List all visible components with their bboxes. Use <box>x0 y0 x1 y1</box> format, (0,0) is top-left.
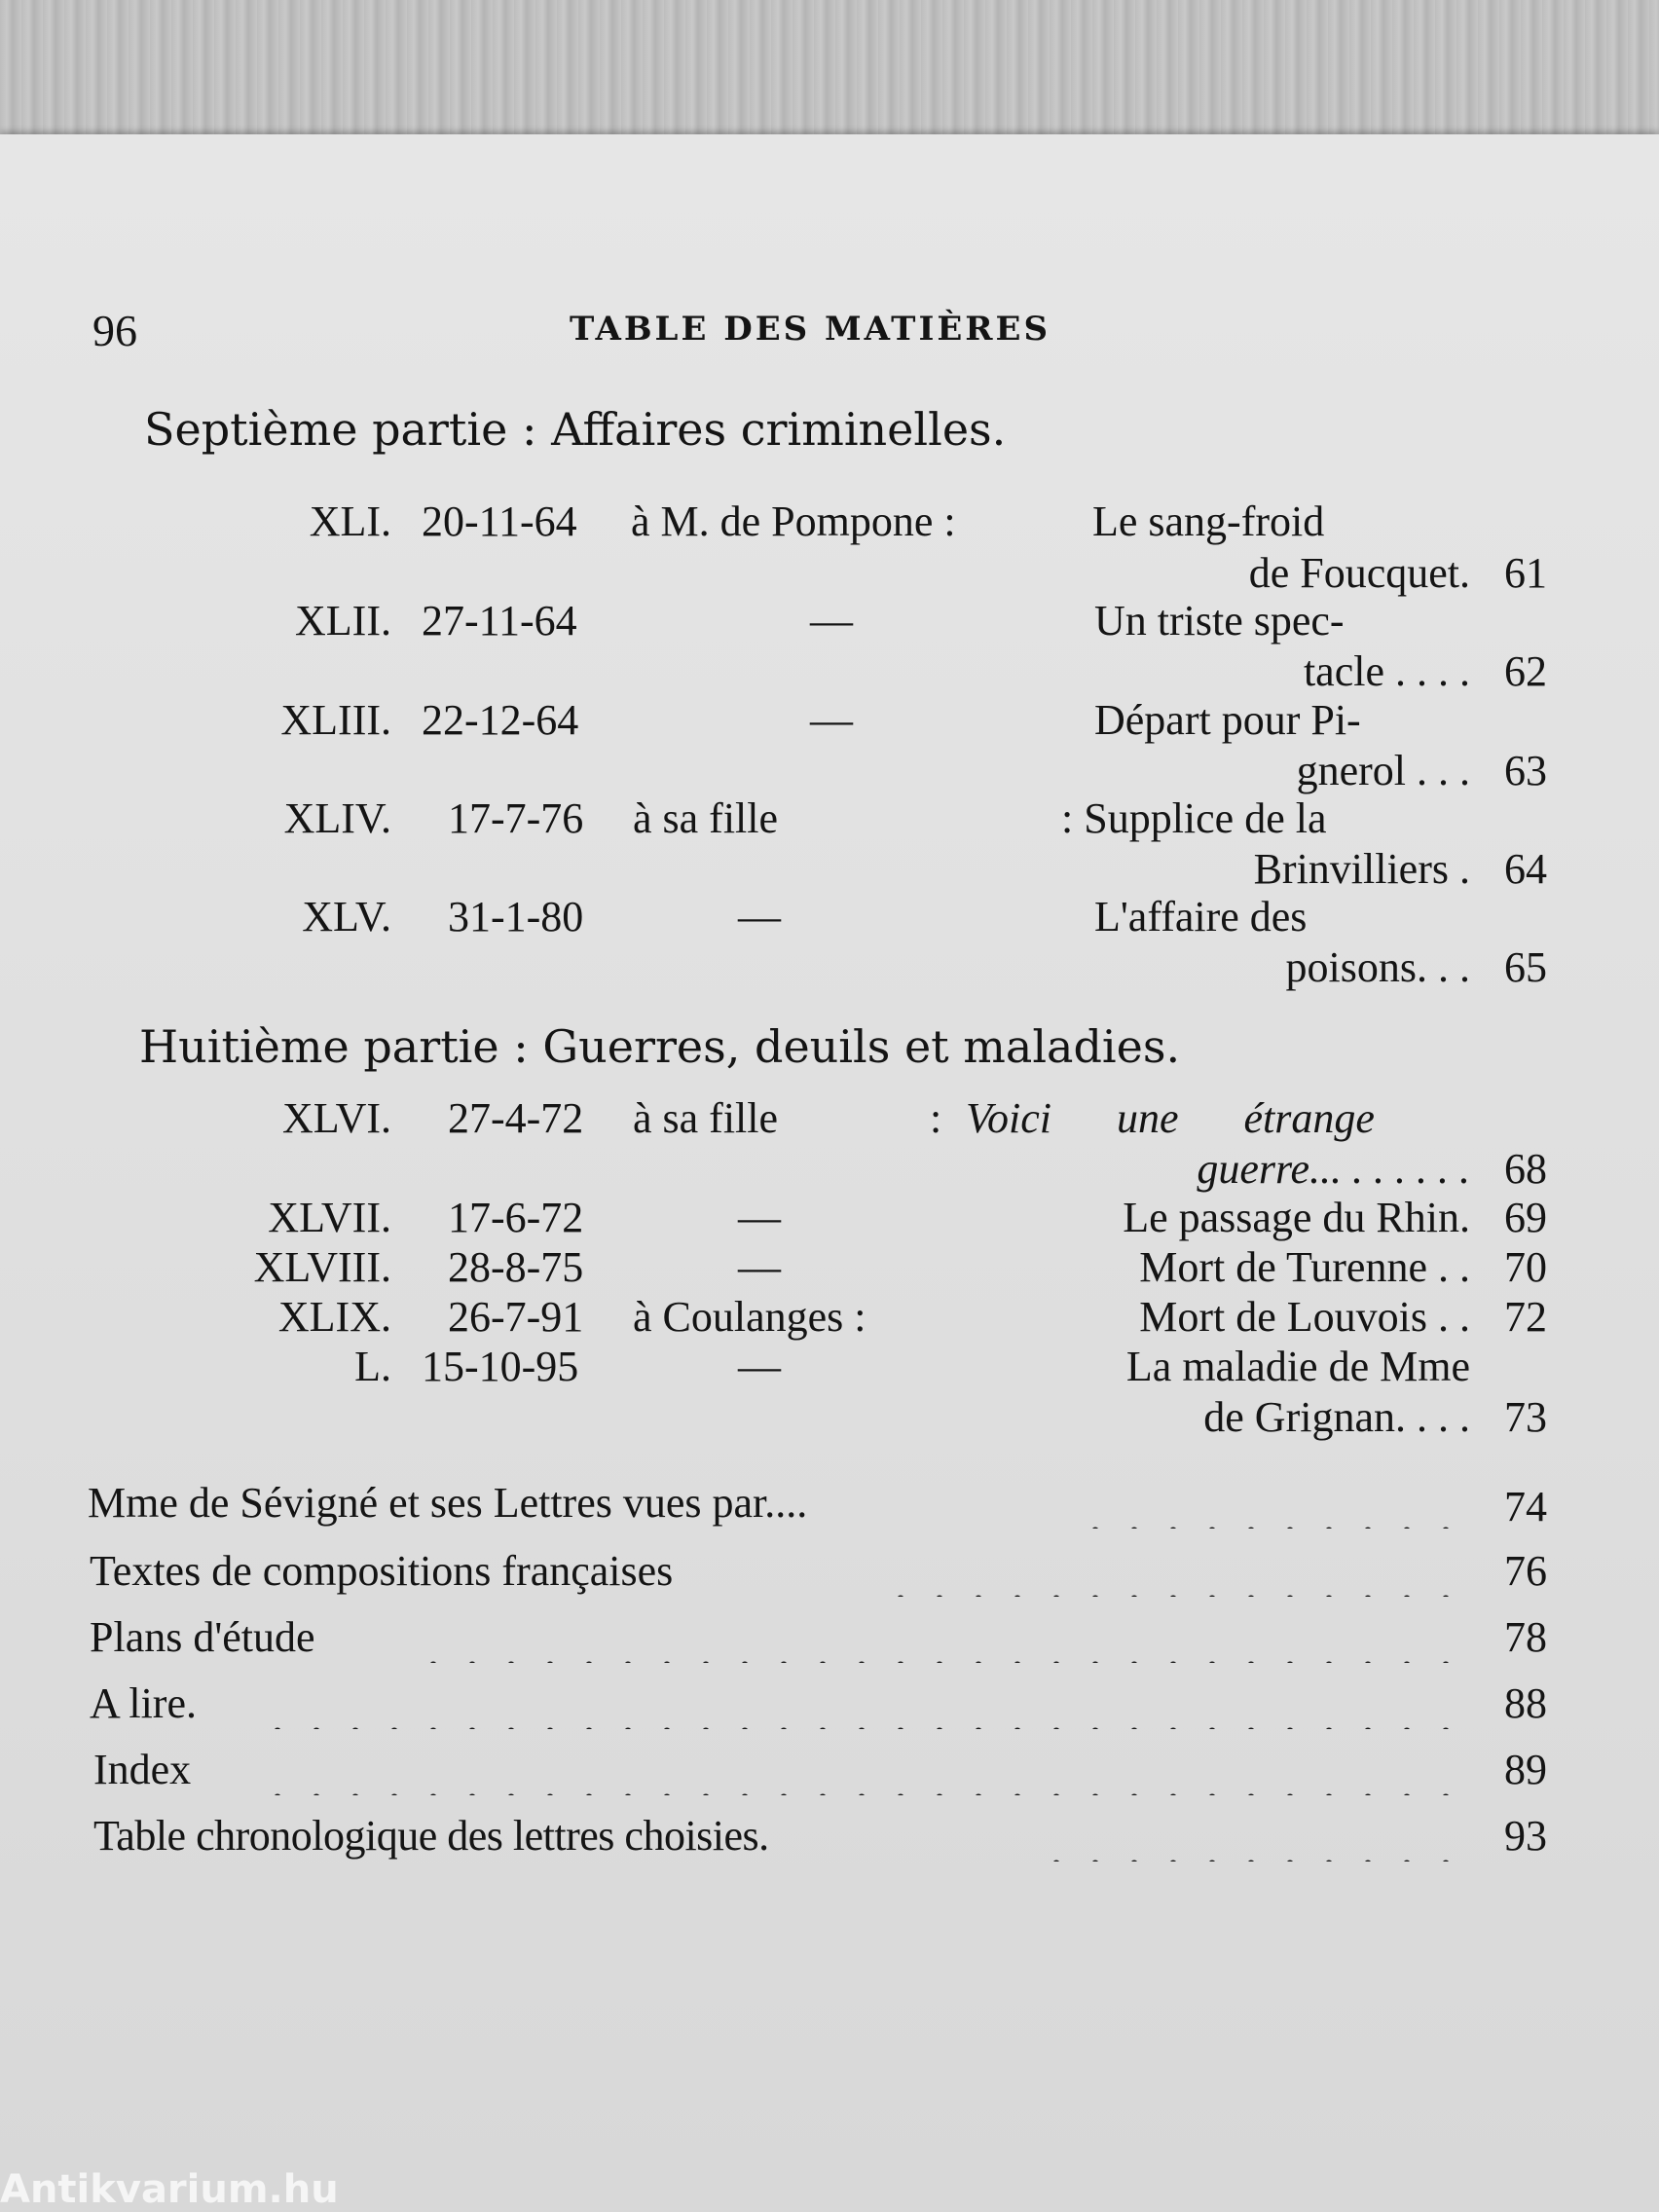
watermark: Antikvarium.hu <box>0 2167 339 2212</box>
dot-leader <box>263 1678 1465 1729</box>
entry-title-line2: gnerol . . . <box>1296 747 1470 794</box>
page-title: TABLE DES MATIÈRES <box>570 310 1051 349</box>
entry-page: 64 <box>1504 845 1547 893</box>
background-strip <box>0 0 1659 146</box>
entry-title-line1: Mort de Turenne . . <box>1139 1243 1470 1291</box>
dot-leader <box>1042 1811 1465 1862</box>
entry-date: 28-8-75 <box>448 1243 584 1291</box>
entry-roman: XLIII. <box>280 696 391 744</box>
ditto-dash: — <box>738 893 781 940</box>
ditto-dash: — <box>810 696 853 744</box>
entry-title-line1: La maladie de Mme <box>1125 1343 1470 1390</box>
entry-roman: XLII. <box>295 597 391 645</box>
entry-date: 22-12-64 <box>422 696 579 744</box>
contents-label: Index <box>93 1746 192 1793</box>
entry-title-line1: L'affaire des <box>1094 893 1308 940</box>
contents-page: 78 <box>1504 1613 1547 1661</box>
ditto-dash: — <box>738 1343 781 1390</box>
entry-page: 65 <box>1504 943 1547 991</box>
entry-date: 26-7-91 <box>448 1293 584 1341</box>
contents-label: A lire. <box>90 1679 197 1727</box>
entry-roman: XLV. <box>302 893 391 940</box>
entry-title-line2: poisons. . . <box>1285 943 1470 991</box>
contents-label: Mme de Sévigné et ses Lettres vues par.... <box>88 1479 808 1527</box>
contents-page: 74 <box>1504 1483 1547 1530</box>
entry-recipient: à Coulanges : <box>633 1293 866 1341</box>
contents-page: 88 <box>1504 1679 1547 1727</box>
dot-leader <box>886 1546 1465 1597</box>
entry-title-line1: Départ pour Pi- <box>1094 696 1361 744</box>
entry-page: 62 <box>1504 647 1547 695</box>
ditto-dash: — <box>738 1243 781 1291</box>
entry-recipient: à sa fille <box>633 1094 779 1142</box>
entry-title-line1: Le sang-froid <box>1092 498 1325 545</box>
entry-title-line1: Un triste spec- <box>1094 597 1345 645</box>
entry-date: 15-10-95 <box>422 1343 579 1390</box>
entry-date: 17-7-76 <box>448 794 584 842</box>
entry-page: 68 <box>1504 1145 1547 1193</box>
entry-roman: XLIX. <box>277 1293 391 1341</box>
entry-roman: XLI. <box>309 498 391 545</box>
entry-title-line2: tacle . . . . <box>1303 647 1470 695</box>
contents-label: Table chronologique des lettres choisies. <box>93 1812 769 1860</box>
dot-leader <box>428 1612 1465 1663</box>
entry-recipient: à M. de Pompone : <box>631 498 956 545</box>
entry-roman: XLVII. <box>268 1194 391 1241</box>
entry-colon: : <box>930 1094 942 1142</box>
ditto-dash: — <box>810 597 853 645</box>
entry-roman: XLIV. <box>283 794 391 842</box>
contents-page: 76 <box>1504 1547 1547 1595</box>
entry-recipient: à sa fille <box>633 794 779 842</box>
entry-title-line1: Mort de Louvois . . <box>1139 1293 1470 1341</box>
entry-title-line1: : Supplice de la <box>1061 794 1327 842</box>
entry-date: 17-6-72 <box>448 1194 584 1241</box>
contents-page: 89 <box>1504 1746 1547 1793</box>
page-number: 96 <box>92 306 137 355</box>
entry-page: 73 <box>1504 1393 1547 1441</box>
book-page <box>0 134 1659 2212</box>
entry-title-line2: de Foucquet. <box>1248 549 1470 597</box>
entry-title-line1: Voici une étrange <box>966 1094 1375 1142</box>
entry-page: 63 <box>1504 747 1547 794</box>
entry-date: 31-1-80 <box>448 893 584 940</box>
entry-title-line2: Brinvilliers . <box>1253 845 1470 893</box>
entry-page: 70 <box>1504 1243 1547 1291</box>
part-7-title: Septième partie : Affaires criminelles. <box>144 403 1007 456</box>
part-8-title: Huitième partie : Guerres, deuils et maladies. <box>139 1020 1181 1073</box>
dot-leader <box>1081 1478 1465 1529</box>
entry-title-line2: guerre... . . . . . . <box>1197 1145 1470 1193</box>
ditto-dash: — <box>738 1194 781 1241</box>
entry-roman: XLVI. <box>281 1094 391 1142</box>
entry-date: 27-11-64 <box>422 597 577 645</box>
dot-leader <box>263 1745 1465 1795</box>
entry-title-line2: de Grignan. . . . <box>1203 1393 1470 1441</box>
contents-label: Plans d'étude <box>90 1613 315 1661</box>
entry-roman: L. <box>354 1343 391 1390</box>
entry-page: 69 <box>1504 1194 1547 1241</box>
entry-date: 20-11-64 <box>422 498 577 545</box>
contents-page: 93 <box>1504 1812 1547 1860</box>
contents-label: Textes de compositions françaises <box>90 1547 674 1595</box>
entry-page: 61 <box>1504 549 1547 597</box>
entry-date: 27-4-72 <box>448 1094 584 1142</box>
entry-roman: XLVIII. <box>253 1243 391 1291</box>
entry-title-line1: Le passage du Rhin. <box>1123 1194 1470 1241</box>
entry-page: 72 <box>1504 1293 1547 1341</box>
